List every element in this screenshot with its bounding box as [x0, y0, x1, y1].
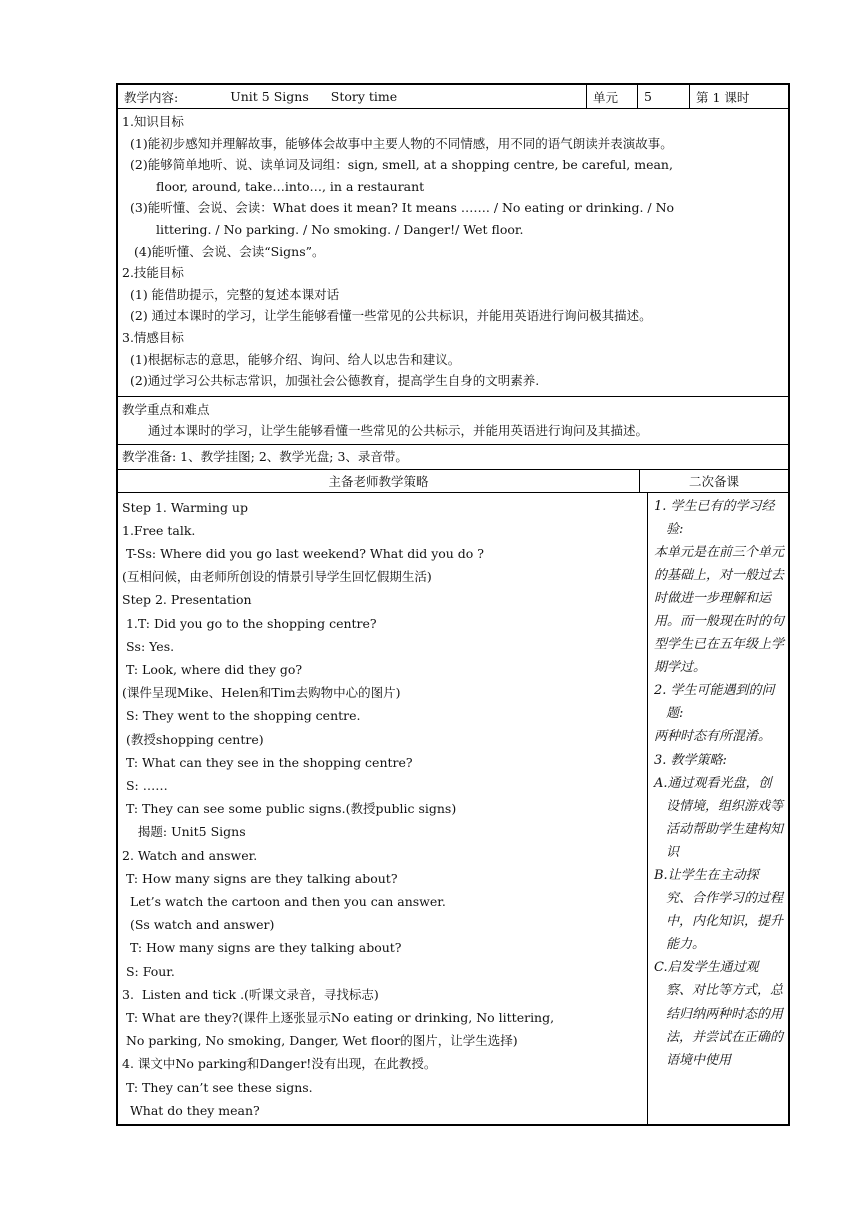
unit-title: Unit 5 Signs: [230, 89, 309, 104]
key-points-text: 通过本课时的学习，让学生能够看懂一些常见的公共标示，并能用英语进行询问及其描述。: [148, 423, 649, 439]
emotion-item-1: (1)根据标志的意思，能够介绍、询问、给人以忠告和建议。: [130, 351, 461, 367]
step-line: 2. Watch and answer.: [122, 847, 258, 863]
step-line: Let’s watch the cartoon and then you can answer.: [122, 893, 446, 909]
key-points-section: [118, 397, 788, 445]
note-line: 2. 学生可能遇到的问题:: [654, 683, 775, 722]
step-line: 4. 课文中No parking和Danger!没有出现，在此教授。: [122, 1056, 437, 1072]
knowledge-item-4: (4)能听懂、会说、会读“Signs”。: [134, 243, 325, 259]
step-line: (课件呈现Mike、Helen和Tim去购物中心的图片): [122, 685, 401, 701]
note-line: 两种时态有所混淆。: [654, 729, 772, 745]
step-line: (Ss watch and answer): [122, 917, 275, 933]
note-line: 本单元是在前三个单元的基础上，对一般过去时做进一步理解和运用。而一般现在时的句型学生已在五年级上学期学过。: [654, 544, 785, 676]
secondary-notes: [648, 493, 788, 1124]
objectives-section: [118, 109, 788, 397]
content-cell: [118, 85, 587, 108]
content-label: 教学内容:: [124, 89, 179, 105]
step-line: 揭题: Unit5 Signs: [122, 824, 246, 840]
step-line: 1.Free talk.: [122, 522, 196, 538]
header-row: [118, 85, 788, 109]
skill-item-2: (2) 通过本课时的学习，让学生能够看懂一些常见的公共标识，并能用英语进行询问极其描述。: [130, 308, 652, 324]
strategy-body: [118, 493, 788, 1124]
step-line: T: How many signs are they talking about?: [122, 870, 398, 886]
skill-title: 2.技能目标: [122, 265, 184, 281]
unit-number: 5: [638, 85, 690, 108]
knowledge-item-2-cont: floor, around, take…into…, in a restaurant: [156, 178, 425, 194]
step-line: T: What are they?(课件上逐张显示No eating or drinking, No littering,: [122, 1009, 555, 1025]
step-line: T: What can they see in the shopping centre?: [122, 754, 413, 770]
emotion-title: 3.情感目标: [122, 329, 184, 345]
note-line: C.启发学生通过观察、对比等方式，总结归纳两种时态的用法，并尝试在正确的语境中使用: [654, 960, 784, 1068]
period-label: 第 1 课时: [696, 89, 750, 105]
main-strategy-header: 主备老师教学策略: [118, 470, 640, 492]
step-line: No parking, No smoking, Danger, Wet floor的图片，让学生选择): [122, 1033, 518, 1049]
step-line: S: They went to the shopping centre.: [122, 708, 361, 724]
emotion-item-2: (2)通过学习公共标志常识，加强社会公德教育，提高学生自身的文明素养.: [130, 373, 540, 389]
step-line: T: How many signs are they talking about?: [122, 940, 402, 956]
key-points-title: 教学重点和难点: [122, 401, 210, 417]
preparation-section: [118, 445, 788, 470]
step-line: What do they mean?: [122, 1102, 260, 1118]
step-line: S: ……: [122, 777, 168, 793]
step-line: 1.T: Did you go to the shopping centre?: [122, 615, 377, 631]
lesson-title: Story time: [330, 89, 398, 104]
skill-item-1: (1) 能借助提示，完整的复述本课对话: [130, 286, 340, 302]
note-line: 3. 教学策略:: [654, 752, 727, 768]
knowledge-item-3-cont: littering. / No parking. / No smoking. / Danger!/ Wet floor.: [156, 221, 524, 237]
strategy-header-row: [118, 470, 788, 493]
step-line: Ss: Yes.: [122, 638, 175, 654]
preparation-text: 教学准备: 1、教学挂图; 2、教学光盘; 3、录音带。: [122, 448, 408, 464]
step-line: Step 1. Warming up: [122, 499, 248, 515]
step-line: T: They can’t see these signs.: [122, 1079, 313, 1095]
unit-label: 单元: [587, 85, 638, 108]
step-line: T: They can see some public signs.(教授public signs): [122, 801, 457, 817]
lesson-plan-table: [116, 83, 790, 1126]
secondary-prep-header: 二次备课: [688, 473, 739, 489]
step-line: (教授shopping centre): [122, 731, 264, 747]
step-line: T-Ss: Where did you go last weekend? What did you do ?: [122, 545, 485, 561]
teaching-steps: [118, 493, 648, 1124]
note-line: B.让学生在主动探究、合作学习的过程中，内化知识，提升能力。: [654, 868, 784, 953]
knowledge-item-2: (2)能够简单地听、说、读单词及词组：sign, smell, at a shopping centre, be careful, mean,: [130, 157, 673, 173]
step-line: (互相问候，由老师所创设的情景引导学生回忆假期生活): [122, 569, 432, 585]
step-line: 3. Listen and tick .(听课文录音，寻找标志): [122, 986, 379, 1002]
note-line: A.通过观看光盘，创设情境，组织游戏等活动帮助学生建构知识: [654, 775, 784, 860]
knowledge-item-3: (3)能听懂、会说、会读：What does it mean? It means ……. / No eating or drinking. / No: [130, 200, 675, 216]
note-line: 1. 学生已有的学习经验:: [654, 498, 775, 537]
knowledge-item-1: (1)能初步感知并理解故事，能够体会故事中主要人物的不同情感，用不同的语气朗读并表演故事。: [130, 135, 673, 151]
step-line: S: Four.: [122, 963, 175, 979]
step-line: Step 2. Presentation: [122, 592, 252, 608]
step-line: T: Look, where did they go?: [122, 661, 303, 677]
knowledge-title: 1.知识目标: [122, 114, 184, 129]
